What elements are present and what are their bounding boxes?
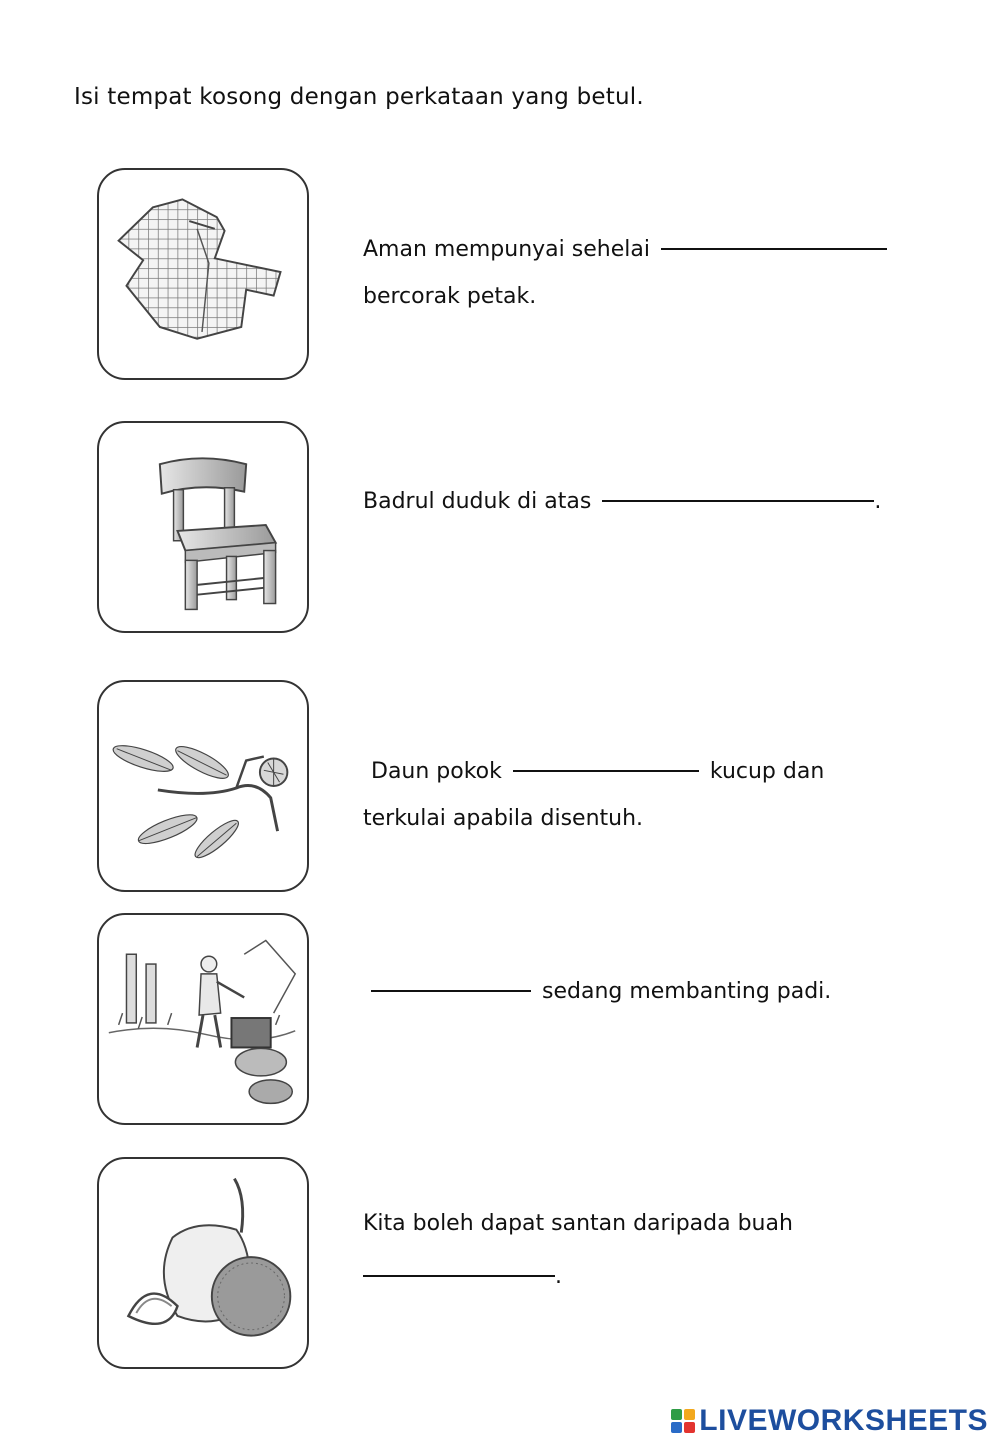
liveworksheets-logo (671, 1404, 988, 1438)
logo-square-3 (671, 1422, 682, 1433)
question-5 (363, 1200, 923, 1300)
chair-picture (97, 421, 309, 633)
answer-blank-1[interactable] (661, 226, 887, 250)
question-1 (363, 226, 923, 320)
answer-input-5[interactable] (363, 1264, 559, 1288)
shirt-icon (99, 170, 307, 378)
chair-icon (99, 423, 307, 631)
answer-input-2[interactable] (602, 489, 878, 513)
question-4-text-after: sedang membanting padi. (542, 979, 832, 1004)
question-5-line2: . (555, 1264, 562, 1289)
coconut-picture (97, 1157, 309, 1369)
answer-input-1[interactable] (661, 237, 891, 261)
answer-blank-2[interactable] (602, 478, 874, 502)
question-2 (363, 478, 923, 525)
question-3-text-after: kucup dan (709, 759, 825, 784)
instruction-text: Isi tempat kosong dengan perkataan yang betul. (74, 84, 644, 110)
answer-blank-4[interactable] (371, 968, 531, 992)
answer-blank-5[interactable] (363, 1253, 555, 1277)
logo-square-1 (671, 1409, 682, 1420)
shirt-picture (97, 168, 309, 380)
coconut-icon (99, 1159, 307, 1367)
logo-square-2 (684, 1409, 695, 1420)
question-1-line2: bercorak petak. (363, 284, 537, 309)
question-2-text-before: Badrul duduk di atas (363, 489, 592, 514)
logo-grid-icon (671, 1409, 695, 1433)
answer-blank-3[interactable] (513, 748, 699, 772)
brand-name: LIVEWORKSHEETS (699, 1404, 988, 1437)
question-1-text-before: Aman mempunyai sehelai (363, 237, 650, 262)
answer-input-4[interactable] (371, 979, 535, 1003)
question-3 (363, 748, 923, 842)
plant-icon (99, 682, 307, 890)
question-3-text-before: Daun pokok (371, 759, 502, 784)
question-3-line2: terkulai apabila disentuh. (363, 806, 644, 831)
question-2-text-after: . (874, 489, 882, 514)
plant-picture (97, 680, 309, 892)
answer-input-3[interactable] (513, 759, 703, 783)
farmer-icon (99, 915, 307, 1123)
question-4 (363, 968, 923, 1015)
question-5-text-before: Kita boleh dapat santan daripada buah (363, 1211, 793, 1236)
logo-square-4 (684, 1422, 695, 1433)
farmer-picture (97, 913, 309, 1125)
